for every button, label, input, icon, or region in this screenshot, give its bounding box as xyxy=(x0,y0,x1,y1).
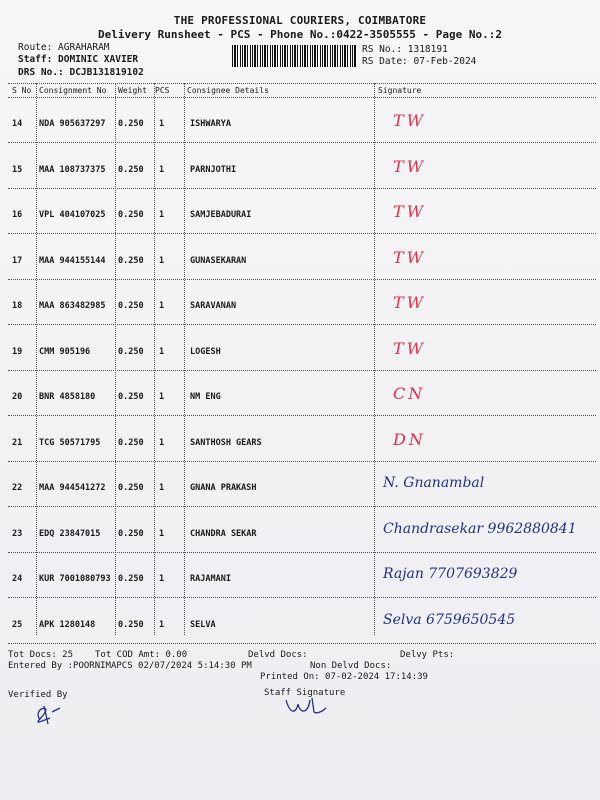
row-signature: TW xyxy=(393,247,427,267)
row-consignment-no: TCG 50571795 xyxy=(39,437,101,448)
row-sno: 15 xyxy=(12,164,23,175)
table-row xyxy=(8,143,596,189)
row-signature: DN xyxy=(393,429,426,449)
row-sno: 25 xyxy=(12,619,23,630)
printed-on: Printed On: 07-02-2024 17:14:39 xyxy=(260,672,428,682)
row-pcs: 1 xyxy=(159,392,165,402)
company-title: THE PROFESSIONAL COURIERS, COIMBATORE xyxy=(173,14,427,27)
row-consignee: CHANDRA SEKAR xyxy=(190,528,257,539)
row-signature: TW xyxy=(393,202,427,221)
row-sno: 18 xyxy=(12,301,23,311)
row-sno: 22 xyxy=(12,483,23,493)
row-signature: TW xyxy=(393,338,427,358)
row-consignee: PARNJOTHI xyxy=(190,164,237,175)
delivery-points: Delvy Pts: xyxy=(400,650,455,660)
row-weight: 0.250 xyxy=(118,255,144,266)
row-weight: 0.250 xyxy=(118,346,144,357)
rs-number: RS No.: 1318191 xyxy=(362,44,448,55)
row-signature: TW xyxy=(393,156,427,176)
total-docs: Tot Docs: 25 xyxy=(8,650,74,660)
row-weight: 0.250 xyxy=(118,528,144,539)
row-weight: 0.250 xyxy=(118,483,144,493)
staff-label: Staff: DOMINIC XAVIER xyxy=(18,54,139,65)
row-pcs: 1 xyxy=(159,528,165,539)
row-signature: Selva 6759650545 xyxy=(383,611,516,628)
row-sno: 20 xyxy=(12,392,23,402)
row-consignment-no: EDQ 23847015 xyxy=(39,528,101,539)
row-signature: CN xyxy=(393,384,426,403)
row-weight: 0.250 xyxy=(118,301,144,311)
row-pcs: 1 xyxy=(159,301,165,311)
row-weight: 0.250 xyxy=(118,574,144,584)
row-sno: 24 xyxy=(12,574,23,584)
table-row xyxy=(8,370,596,416)
delivered-docs: Delvd Docs: xyxy=(248,650,308,660)
row-signature: TW xyxy=(393,293,427,312)
row-consignment-no: VPL 404107025 xyxy=(39,210,106,220)
row-consignee: ISHWARYA xyxy=(190,119,231,129)
row-consignee: GUNASEKARAN xyxy=(190,255,247,266)
table-row xyxy=(8,97,596,143)
row-weight: 0.250 xyxy=(118,392,144,402)
row-consignment-no: NDA 905637297 xyxy=(39,119,106,129)
barcode-image xyxy=(232,45,356,67)
row-weight: 0.250 xyxy=(118,164,144,175)
row-consignment-no: BNR 4858180 xyxy=(39,392,96,402)
row-signature: Chandrasekar 9962880841 xyxy=(383,520,577,537)
row-sno: 21 xyxy=(12,437,23,448)
row-pcs: 1 xyxy=(159,483,165,493)
row-weight: 0.250 xyxy=(118,619,144,630)
row-pcs: 1 xyxy=(159,210,165,220)
verified-by-label: Verified By xyxy=(8,690,68,700)
row-consignee: RAJAMANI xyxy=(190,574,231,584)
row-consignment-no: MAA 944155144 xyxy=(39,255,106,266)
drs-number: DRS No.: DCJB131819102 xyxy=(18,67,144,78)
row-sno: 14 xyxy=(12,119,23,129)
row-consignee: SELVA xyxy=(190,619,216,630)
table-row xyxy=(8,552,596,598)
row-consignment-no: MAA 863482985 xyxy=(39,301,106,311)
row-consignee: SARAVANAN xyxy=(190,301,237,311)
row-weight: 0.250 xyxy=(118,119,144,129)
row-pcs: 1 xyxy=(159,574,165,584)
non-delivered-docs: Non Delvd Docs: xyxy=(310,661,392,671)
row-consignment-no: MAA 108737375 xyxy=(39,164,106,175)
staff-signature-mark xyxy=(282,694,332,718)
row-pcs: 1 xyxy=(159,255,165,266)
row-consignee: LOGESH xyxy=(190,346,221,357)
runsheet-subtitle: Delivery Runsheet - PCS - Phone No.:0422-3505555 - Page No.:2 xyxy=(98,28,502,41)
row-consignee: SAMJEBADURAI xyxy=(190,210,252,220)
table-row xyxy=(8,234,596,280)
row-pcs: 1 xyxy=(159,346,165,357)
col-header-consignee: Consignee Details xyxy=(187,86,269,95)
verifier-signature-mark xyxy=(30,700,80,726)
table-row xyxy=(8,325,596,371)
row-signature: TW xyxy=(393,111,427,130)
row-pcs: 1 xyxy=(159,164,165,175)
row-consignee: NM ENG xyxy=(190,392,221,402)
row-sno: 17 xyxy=(12,255,23,266)
col-header-weight: Weight xyxy=(118,86,147,95)
row-pcs: 1 xyxy=(159,119,165,129)
table-row xyxy=(8,507,596,553)
row-sno: 19 xyxy=(12,346,23,357)
row-sno: 16 xyxy=(12,210,23,220)
table-row xyxy=(8,188,596,234)
delivery-table xyxy=(8,83,596,635)
row-weight: 0.250 xyxy=(118,210,144,220)
row-consignee: SANTHOSH GEARS xyxy=(190,437,262,448)
col-header-consignment: Consignment No xyxy=(39,86,107,95)
rs-date: RS Date: 07-Feb-2024 xyxy=(362,56,477,67)
table-row xyxy=(8,416,596,462)
row-pcs: 1 xyxy=(159,619,165,630)
table-row xyxy=(8,461,596,507)
row-consignment-no: KUR 7001080793 xyxy=(39,574,111,584)
row-pcs: 1 xyxy=(159,437,165,448)
col-header-signature: Signature xyxy=(378,86,422,95)
table-row xyxy=(8,598,596,644)
row-sno: 23 xyxy=(12,528,23,539)
row-signature: Rajan 7707693829 xyxy=(383,566,518,582)
col-header-sno: S No xyxy=(12,86,32,95)
route-label: Route: AGRAHARAM xyxy=(18,42,110,53)
row-consignment-no: CMM 905196 xyxy=(39,346,91,357)
staff-signature-label: Staff Signature xyxy=(264,688,346,698)
row-weight: 0.250 xyxy=(118,437,144,448)
row-consignment-no: MAA 944541272 xyxy=(39,483,106,493)
row-signature: N. Gnanambal xyxy=(383,475,485,491)
col-header-pcs: PCS xyxy=(155,86,170,95)
entered-by: Entered By :POORNIMAPCS 02/07/2024 5:14:30 PM xyxy=(8,661,252,671)
row-consignee: GNANA PRAKASH xyxy=(190,483,257,493)
total-cod-amount: Tot COD Amt: 0.00 xyxy=(95,650,188,660)
table-row xyxy=(8,279,596,325)
row-consignment-no: APK 1280148 xyxy=(39,619,96,630)
